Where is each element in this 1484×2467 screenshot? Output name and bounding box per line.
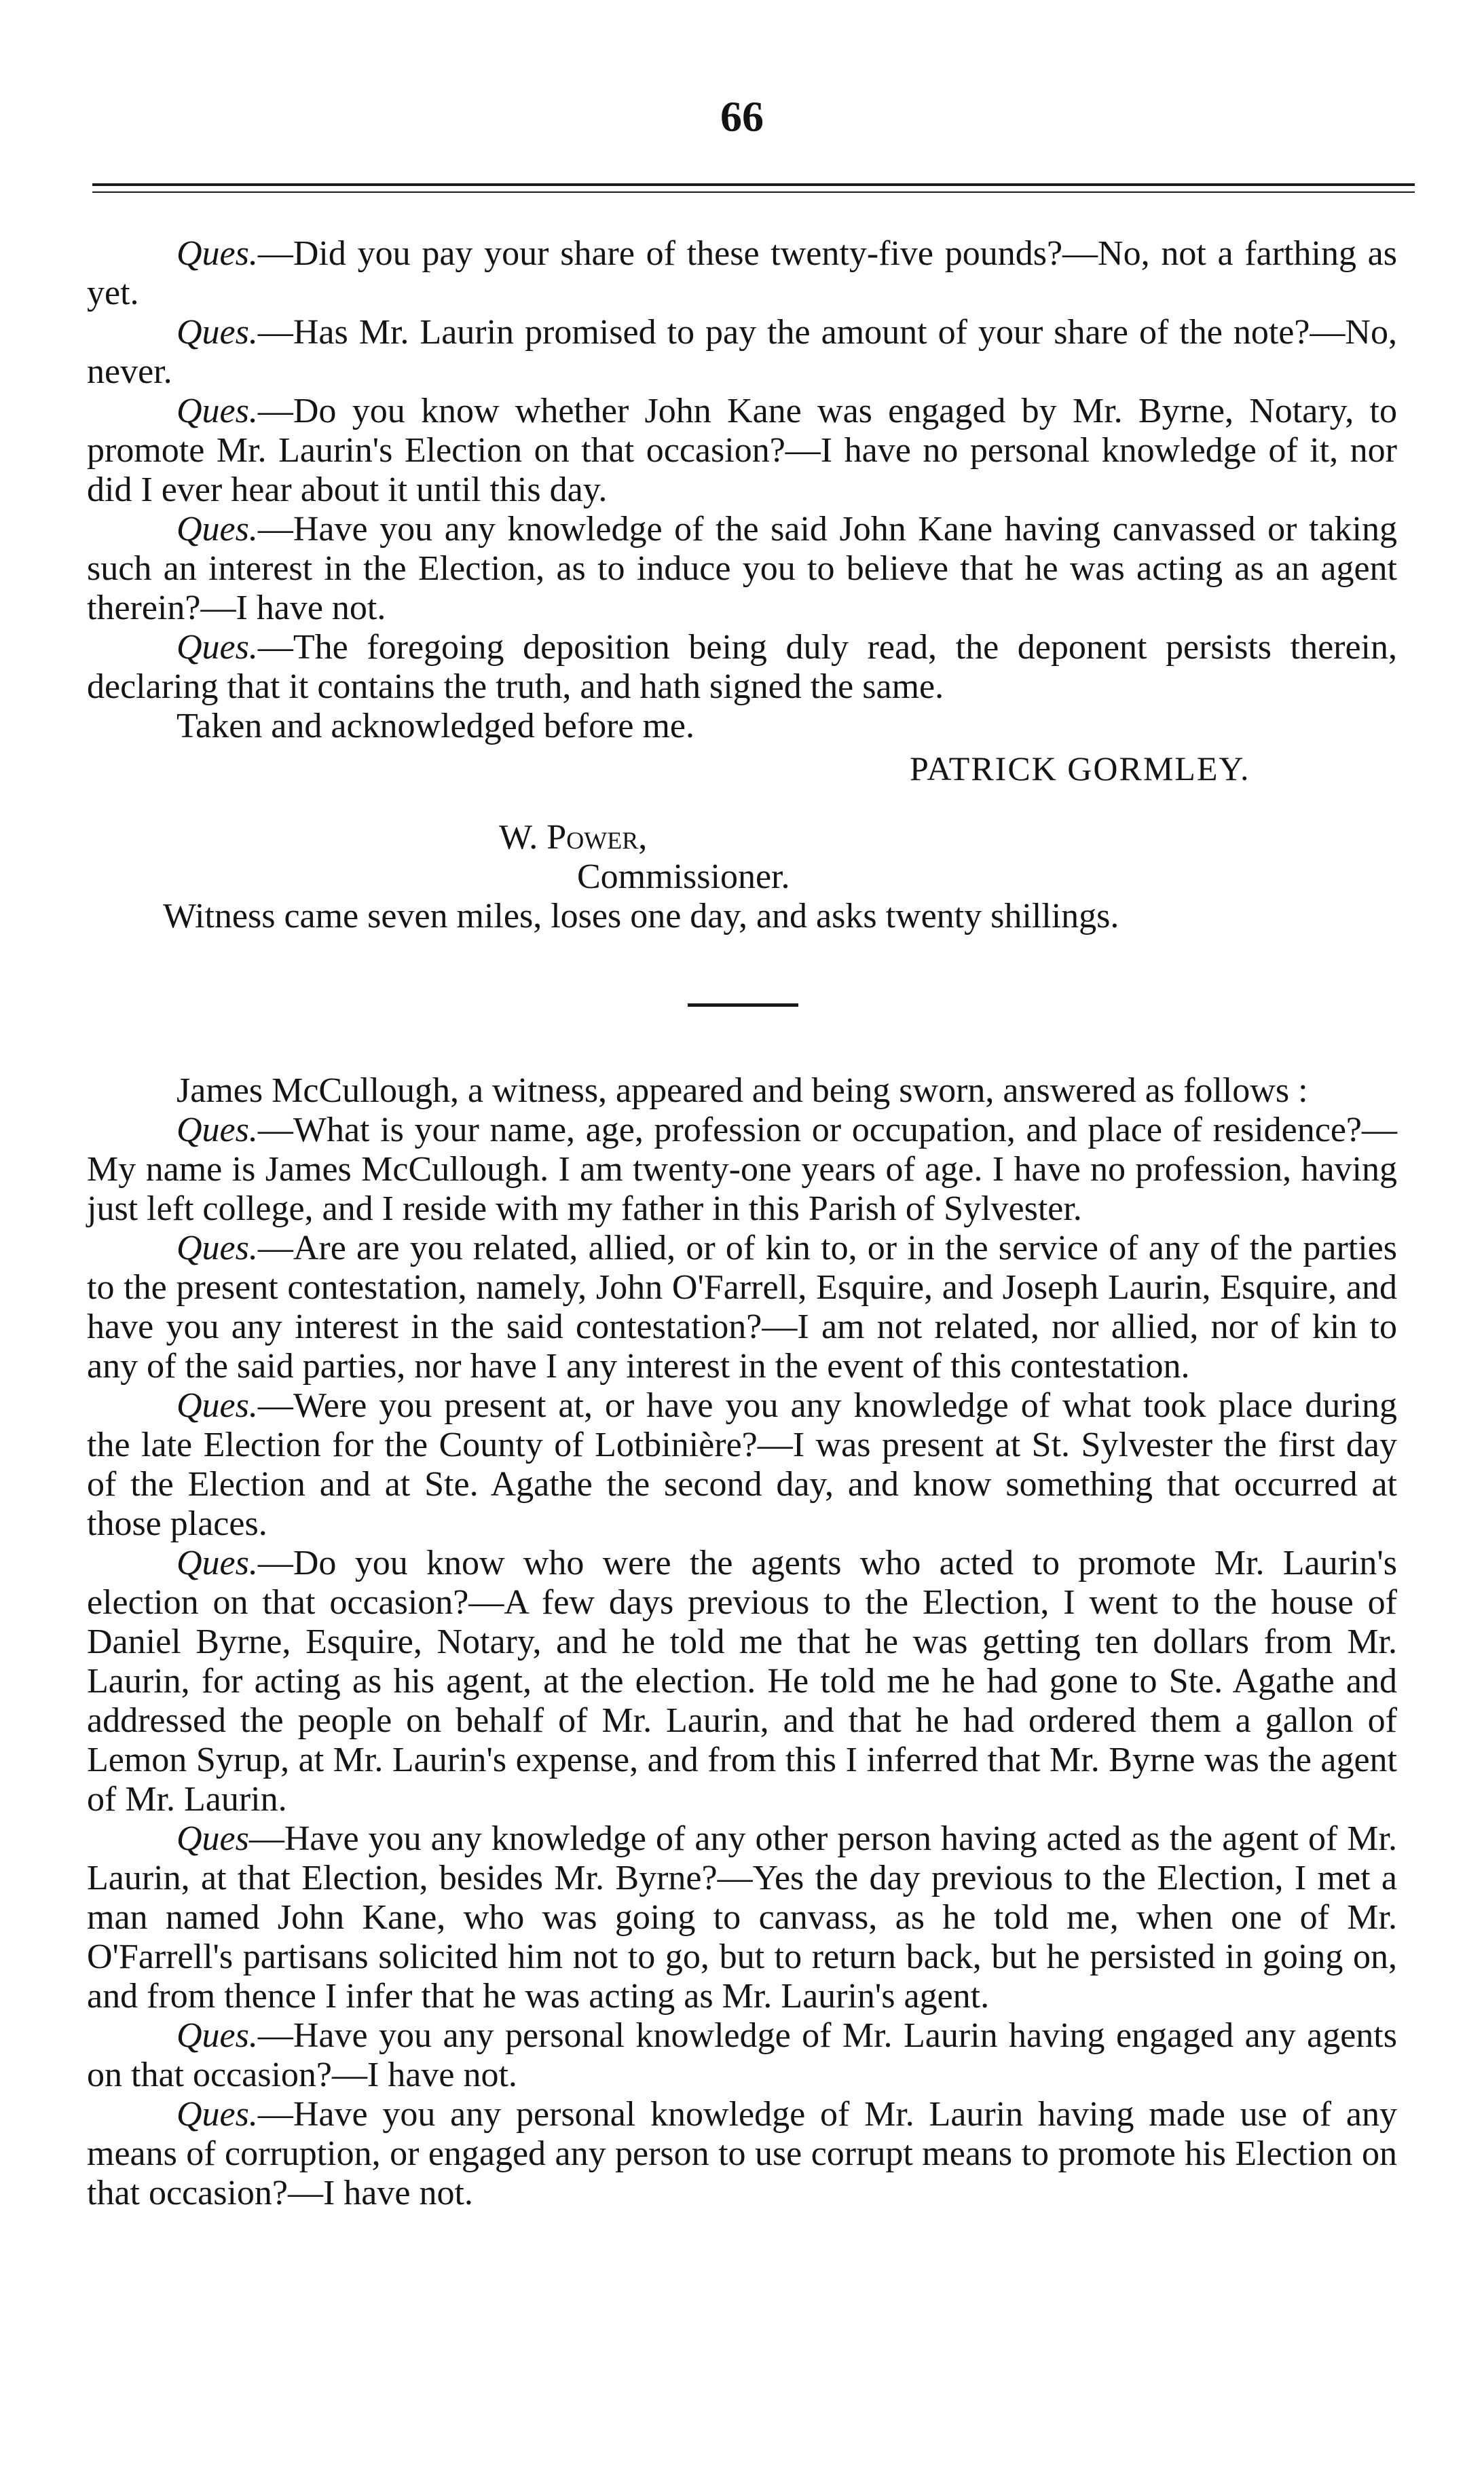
witness-intro: James McCullough, a witness, appeared and being sworn, answered as follows : xyxy=(177,1071,1308,1110)
question-paragraph xyxy=(87,2095,1397,2213)
deposition-two-body xyxy=(87,1071,1397,2213)
question-text: —Have you any knowledge of any other person having acted as the agent of Mr. Laurin, at that Election, besides Mr. Byrne?—Yes the day previous to the Election, I met a man named John Kane, who was going to canvass, as he told me, when one of Mr. O'Farrell's partisans solicited him not to go, but to return back, but he persisted in going on, and from thence I infer that he was acting as Mr. Laurin's agent. xyxy=(87,1819,1397,2016)
header-rule-thin xyxy=(92,191,1415,193)
question-text: —Do you know who were the agents who acted to promote Mr. Laurin's election on that occasion?—A few days previous to the Election, I went to the house of Daniel Byrne, Esquire, Notary, and he told me that he was getting ten dollars from Mr. Laurin, for acting as his agent, at the election. He told me he had gone to Ste. Agathe and addressed the people on behalf of Mr. Laurin, and that he had ordered them a gallon of Lemon Syrup, at Mr. Laurin's expense, and from this I inferred that Mr. Byrne was the agent of Mr. Laurin. xyxy=(87,1544,1397,1819)
question-label: Ques. xyxy=(177,234,258,273)
page-number: 66 xyxy=(720,92,764,141)
question-paragraph xyxy=(87,234,1397,313)
question-label: Ques xyxy=(177,1819,249,1858)
question-paragraph xyxy=(87,392,1397,510)
question-paragraph xyxy=(87,1544,1397,1819)
question-text: —What is your name, age, profession or occupation, and place of residence?—My name is James McCullough. I am twenty-one years of age. I have no profession, having just left college, and I reside with my father in this Parish of Sylvester. xyxy=(87,1111,1397,1228)
question-label: Ques. xyxy=(177,1229,258,1267)
witness-expense-note: Witness came seven miles, loses one day, and asks twenty shillings. xyxy=(163,897,1119,935)
deponent-signature: PATRICK GORMLEY. xyxy=(910,749,1250,787)
question-text: —Has Mr. Laurin promised to pay the amount of your share of the note?—No, never. xyxy=(87,313,1397,391)
deposition-one-body xyxy=(87,234,1397,746)
question-label: Ques. xyxy=(177,510,258,549)
question-label: Ques. xyxy=(177,2016,258,2055)
question-text: —Do you know whether John Kane was engaged by Mr. Byrne, Notary, to promote Mr. Laurin's Election on that occasion?—I have no personal knowledge of it, nor did I ever hear about it until this day. xyxy=(87,392,1397,509)
commissioner-title: Commissioner. xyxy=(577,857,790,896)
question-paragraph xyxy=(87,628,1397,707)
question-text: —Have you any personal knowledge of Mr. Laurin having engaged any agents on that occasion?—I have not. xyxy=(87,2016,1397,2094)
question-text: —Are are you related, allied, or of kin to, or in the service of any of the parties to the present contestation, namely, John O'Farrell, Esquire, and Joseph Laurin, Esquire, and have you any interest in the said contestation?—I am not related, nor allied, nor of kin to any of the said parties, nor have I any interest in the event of this contestation. xyxy=(87,1229,1397,1386)
question-text: —Did you pay your share of these twenty-five pounds?—No, not a farthing as yet. xyxy=(87,234,1397,312)
question-text: —Have you any personal knowledge of Mr. Laurin having made use of any means of corruption, or engaged any person to use corrupt means to promote his Election on that occasion?—I have not. xyxy=(87,2095,1397,2212)
question-paragraph xyxy=(87,2016,1397,2095)
question-label: Ques. xyxy=(177,1544,258,1582)
question-text: —Have you any knowledge of the said John Kane having canvassed or taking such an interest in the Election, as to induce you to believe that he was acting as an agent therein?—I have not. xyxy=(87,510,1397,627)
question-label: Ques. xyxy=(177,2095,258,2134)
question-paragraph xyxy=(87,1819,1397,2016)
header-rule xyxy=(92,183,1415,186)
acknowledgement-line xyxy=(87,707,1397,746)
question-paragraph xyxy=(87,1229,1397,1386)
question-paragraph xyxy=(87,510,1397,628)
commissioner-name: W. Power, xyxy=(499,818,648,857)
question-label: Ques. xyxy=(177,392,258,430)
question-label: Ques. xyxy=(177,628,258,667)
question-text: —The foregoing deposition being duly read, the deponent persists therein, declaring that it contains the truth, and hath signed the same. xyxy=(87,628,1397,706)
question-paragraph xyxy=(87,313,1397,392)
question-text: —Were you present at, or have you any knowledge of what took place during the late Election for the County of Lotbinière?—I was present at St. Sylvester the first day of the Election and at Ste. Agathe the second day, and know something that occurred at those places. xyxy=(87,1386,1397,1543)
question-label: Ques. xyxy=(177,1111,258,1149)
section-divider xyxy=(688,1003,798,1007)
question-label: Ques. xyxy=(177,313,258,352)
question-paragraph xyxy=(87,1111,1397,1229)
acknowledgement-text: Taken and acknowledged before me. xyxy=(177,707,695,745)
question-paragraph xyxy=(87,1386,1397,1544)
question-label: Ques. xyxy=(177,1386,258,1425)
